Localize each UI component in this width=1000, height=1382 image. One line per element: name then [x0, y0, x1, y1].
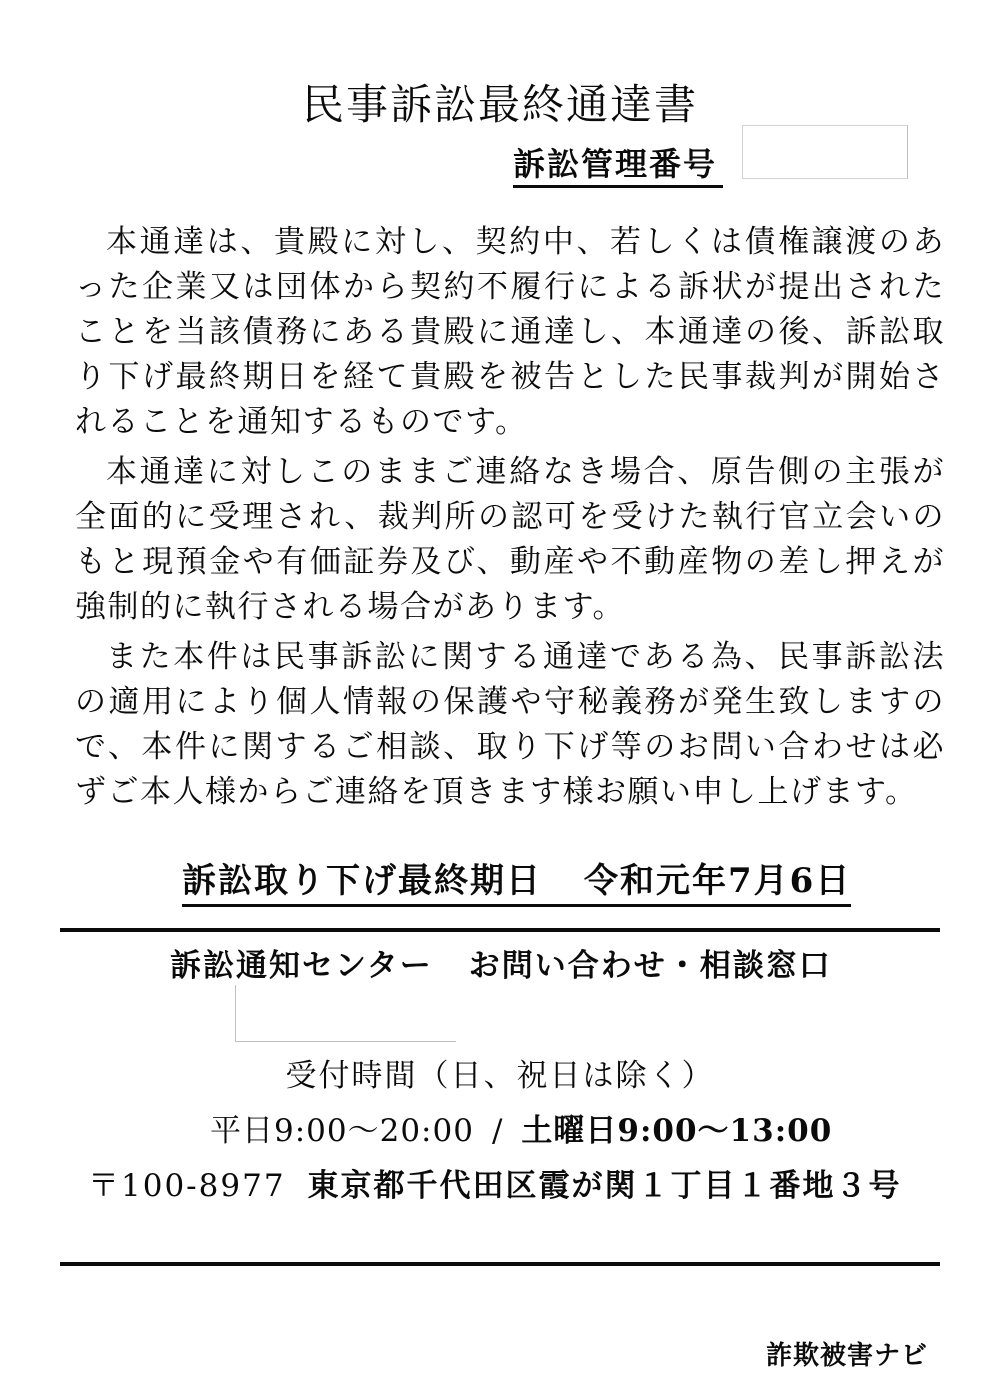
deadline-label: 訴訟取り下げ最終期日 [182, 861, 542, 901]
management-number-field [742, 125, 908, 179]
reception-hours [210, 1105, 832, 1150]
paragraph-1: 本通達は、貴殿に対し、契約中、若しくは債権譲渡のあった企業又は団体から契約不履行による訴状が提出されたことを当該債務にある貴殿に通達し、本通達の後、訴訟取り下げ最終期日を経て貴殿を被告とした民事裁判が開始されることを通知するものです。 [75, 224, 945, 440]
site-watermark: 詐欺被害ナビ [765, 1341, 928, 1371]
reception-hours-label: 受付時間（日、祝日は除く） [285, 1058, 715, 1094]
notice-body [75, 220, 945, 820]
postal-code: 〒100-8977 [88, 1168, 286, 1204]
withdrawal-deadline [182, 853, 851, 907]
hours-separator: / [491, 1113, 504, 1149]
phone-number-field [235, 985, 456, 1042]
street-address: 東京都千代田区霞が関１丁目１番地３号 [307, 1168, 902, 1204]
address-line [88, 1160, 902, 1205]
document-title: 民事訴訟最終通達書 [301, 80, 698, 129]
contact-heading [170, 940, 832, 985]
saturday-hours: 土曜日9:00〜13:00 [521, 1113, 833, 1149]
divider-bottom [60, 1262, 940, 1266]
paragraph-2: 本通達に対しこのままご連絡なき場合、原告側の主張が全面的に受理され、裁判所の認可を受けた執行官立会いのもと現預金や有価証券及び、動産や不動産物の差し押えが強制的に執行される場合があります。 [75, 454, 945, 625]
divider-top [60, 928, 940, 932]
paragraph-3: また本件は民事訴訟に関する通達である為、民事訴訟法の適用により個人情報の保護や守秘義務が発生致しますので、本件に関するご相談、取り下げ等のお問い合わせは必ずご本人様からご連絡を頂きます様お願い申し上げます。 [75, 639, 945, 810]
contact-window-label: お問い合わせ・相談窓口 [468, 948, 832, 984]
center-name: 訴訟通知センター [170, 948, 433, 984]
management-number-label: 訴訟管理番号 [513, 139, 723, 188]
deadline-date: 令和元年7月6日 [584, 861, 852, 901]
weekday-hours: 平日9:00〜20:00 [210, 1113, 474, 1149]
